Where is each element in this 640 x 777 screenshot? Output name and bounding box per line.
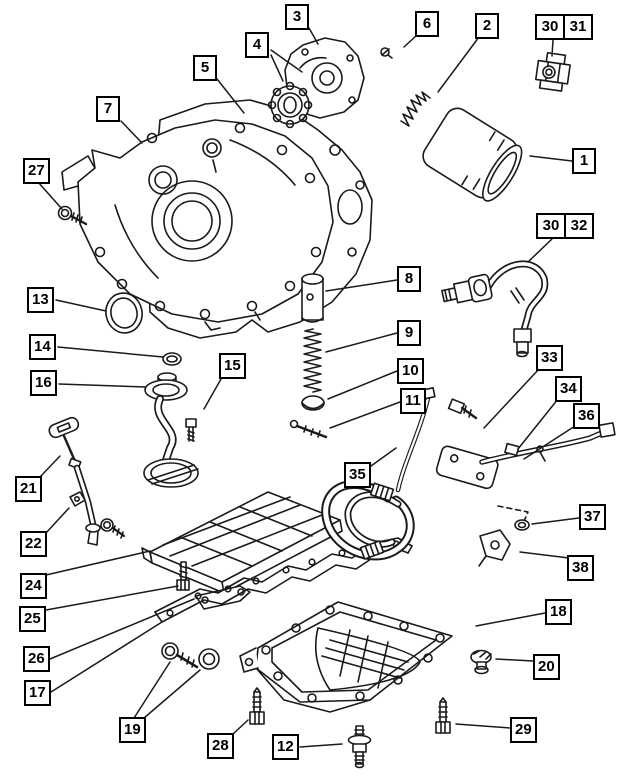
part-plug-grommet: [471, 651, 491, 674]
callout-20[interactable]: 20: [533, 654, 560, 680]
callout-8[interactable]: 8: [397, 266, 421, 292]
part-drain-plug: [349, 726, 371, 768]
callout-22[interactable]: 22: [20, 531, 47, 557]
part-pan-bolt-right: [436, 698, 450, 733]
part-spring-2: [401, 92, 430, 126]
part-pump-screw: [381, 48, 392, 58]
part-relief-pin: [291, 421, 327, 438]
callout-21[interactable]: 21: [15, 476, 42, 502]
callout-1[interactable]: 1: [572, 148, 596, 174]
callout-2[interactable]: 2: [475, 13, 499, 39]
callout-30-31-right[interactable]: 31: [563, 16, 591, 38]
callout-35[interactable]: 35: [344, 462, 371, 488]
callout-29[interactable]: 29: [510, 717, 537, 743]
part-oil-pressure-sensor: [440, 264, 544, 357]
part-pump-rotor: [269, 83, 312, 128]
callout-19[interactable]: 19: [119, 717, 146, 743]
callout-30-32-left[interactable]: 30: [542, 217, 560, 234]
callout-26[interactable]: 26: [23, 646, 50, 672]
part-filter-adapter: [535, 52, 572, 92]
part-windage-tray: [142, 492, 342, 593]
part-relief-plunger: [302, 274, 323, 322]
part-bracket: [479, 530, 510, 566]
part-pickup-tube: [144, 373, 198, 487]
callout-11[interactable]: 11: [400, 388, 426, 414]
part-tube-screw: [101, 519, 124, 538]
callout-13[interactable]: 13: [27, 287, 54, 313]
callout-34[interactable]: 34: [555, 376, 582, 402]
callout-14[interactable]: 14: [29, 334, 56, 360]
callout-28[interactable]: 28: [207, 733, 234, 759]
callout-3[interactable]: 3: [285, 4, 309, 30]
callout-12[interactable]: 12: [272, 734, 299, 760]
callout-5[interactable]: 5: [193, 55, 217, 81]
callout-17[interactable]: 17: [24, 680, 51, 706]
part-pan-bolt-left: [250, 688, 264, 724]
part-oil-filter: [419, 104, 529, 207]
callout-30-32-right[interactable]: 32: [564, 215, 592, 237]
callout-30-31-left[interactable]: 30: [541, 18, 559, 35]
callout-24[interactable]: 24: [20, 573, 47, 599]
callout-18[interactable]: 18: [545, 599, 572, 625]
part-pickup-bolt: [186, 419, 196, 441]
callout-30-32[interactable]: [536, 213, 594, 239]
callout-30-31[interactable]: [535, 14, 593, 40]
part-relief-spring: [304, 329, 321, 392]
callout-7[interactable]: 7: [96, 96, 120, 122]
part-clip-nut: [498, 506, 529, 530]
callout-27[interactable]: 27: [23, 158, 50, 184]
part-stud-and-grommet: [162, 643, 219, 669]
part-dipstick: [47, 416, 80, 469]
part-dipstick-tube: [70, 468, 100, 545]
callout-38[interactable]: 38: [567, 555, 594, 581]
callout-33[interactable]: 33: [536, 345, 563, 371]
part-oil-pan: [240, 602, 452, 712]
part-relief-cup: [302, 396, 324, 410]
callout-16[interactable]: 16: [30, 370, 57, 396]
callout-9[interactable]: 9: [397, 320, 421, 346]
callout-25[interactable]: 25: [19, 606, 46, 632]
callout-6[interactable]: 6: [415, 11, 439, 37]
callout-10[interactable]: 10: [397, 358, 424, 384]
part-oring: [163, 353, 181, 365]
part-hose-block: [435, 445, 499, 490]
callout-15[interactable]: 15: [219, 353, 246, 379]
callout-4[interactable]: 4: [245, 32, 269, 58]
callout-36[interactable]: 36: [573, 403, 600, 429]
callout-37[interactable]: 37: [579, 504, 606, 530]
